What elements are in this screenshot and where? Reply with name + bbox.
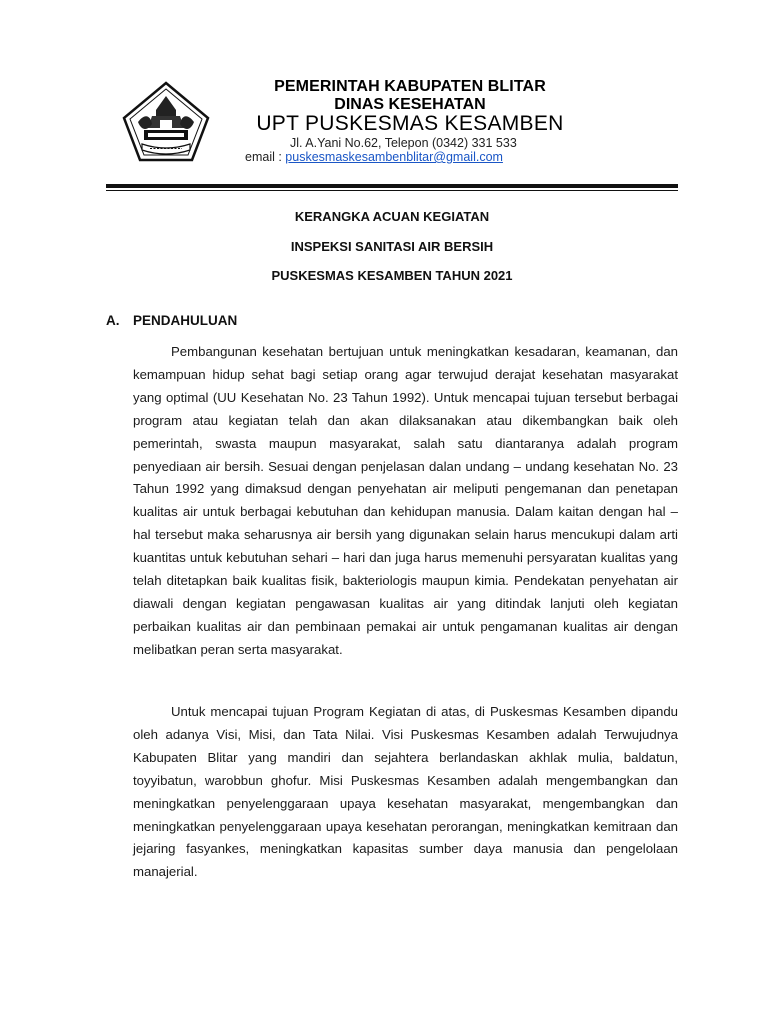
section-heading: PENDAHULUAN	[133, 313, 238, 328]
email-label: email :	[245, 150, 286, 164]
letterhead-email-line	[245, 150, 503, 164]
document-subtitle: INSPEKSI SANITASI AIR BERSIH	[290, 239, 494, 254]
letterhead-department: DINAS KESEHATAN	[334, 96, 486, 113]
kabupaten-blitar-emblem-icon	[122, 80, 210, 162]
letterhead-government: PEMERINTAH KABUPATEN BLITAR	[274, 78, 546, 95]
document-title: KERANGKA ACUAN KEGIATAN	[294, 209, 490, 224]
letterhead-institution: UPT PUSKESMAS KESAMBEN	[256, 112, 564, 135]
section-marker: A.	[106, 313, 120, 328]
document-subtitle-year: PUSKESMAS KESAMBEN TAHUN 2021	[271, 268, 513, 283]
email-link[interactable]: puskesmaskesambenblitar@gmail.com	[285, 150, 503, 164]
section-paragraph-2: Untuk mencapai tujuan Program Kegiatan di atas, di Puskesmas Kesamben dipandu oleh adanya Visi, Misi, dan Tata Nilai. Visi Puskesmas Kesamben adalah Terwujudnya Kabupaten Blitar yang mandiri dan sejahtera berlandaskan akhlak mulia, baldatun, toyyibatun, warobbun ghofur. Misi Puskesmas Kesamben adalah mengembangkan dan meningkatkan penyelenggaraan upaya kesehatan masyarakat, mengembangkan dan meningkatkan penyelenggaraan upaya kesehatan perorangan, meningkatkan kemitraan dan jejaring fasyankes, meningkatkan kapasitas sumber daya manusia dan pengelolaan manajerial.	[133, 704, 678, 880]
section-paragraph-1: Pembangunan kesehatan bertujuan untuk meningkatkan kesadaran, keamanan, dan kemampuan hidup sehat bagi setiap orang agar terwujud derajat kesehatan masyarakat yang optimal (UU Kesehatan No. 23 Tahun 1992). Untuk mencapai tujuan tersebut berbagai program atau kegiatan telah dan akan dilaksanakan atau dikembangkan baik oleh pemerintah, swasta maupun masyarakat, salah satu diantaranya adalah program penyediaan air bersih. Sesuai dengan penjelasan dalan undang – undang kesehatan No. 23 Tahun 1992 yang dimaksud dengan penyehatan air meliputi pengemanan dan penetapan kualitas air untuk berbagai kebutuhan dan kehidupan manusia. Dalam kaitan dengan hal – hal tersebut maka seharusnya air bersih yang digunakan selain harus mencukupi dalam arti kuantitas untuk kebutuhan sehari – hari dan juga harus memenuhi persyaratan kualitas yang telah ditetapkan baik kualitas fisik, bakteriologis maupun kimia. Pendekatan penyehatan air diawali dengan kegiatan pengawasan kualitas air yang ditindak lanjuti oleh kegiatan perbaikan kualitas air dan pembinaan pemakai air untuk pengamanan kualitas air dengan melibatkan peran serta masyarakat.	[133, 344, 678, 657]
letterhead-address: Jl. A.Yani No.62, Telepon (0342) 331 533	[290, 136, 517, 150]
letterhead-divider-thick	[106, 184, 678, 188]
letterhead-divider-thin	[106, 190, 678, 191]
